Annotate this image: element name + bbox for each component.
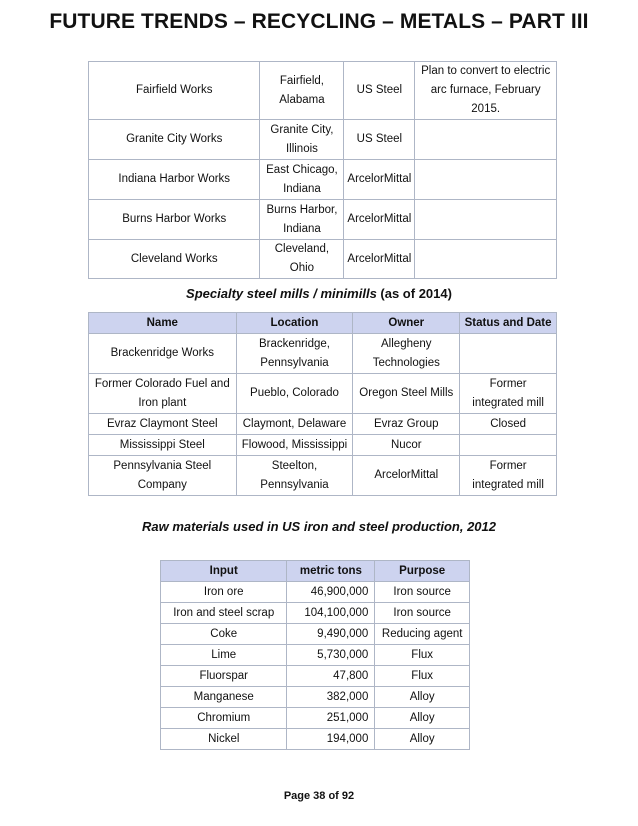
- mill-owner: Oregon Steel Mills: [353, 374, 460, 414]
- table-row: [89, 160, 557, 200]
- specialty-caption-italic: Specialty steel mills / minimills: [186, 286, 377, 301]
- material-tons: 382,000: [287, 687, 375, 708]
- table-row: [161, 666, 470, 687]
- table-row: [161, 582, 470, 603]
- mill-location: Fairfield, Alabama: [260, 62, 344, 120]
- material-tons: 46,900,000: [287, 582, 375, 603]
- material-tons: 251,000: [287, 708, 375, 729]
- mill-owner: Nucor: [353, 435, 460, 456]
- table-row: [161, 687, 470, 708]
- table-row: [89, 240, 557, 279]
- mill-status: [415, 160, 557, 200]
- integrated-mills-table: [88, 61, 557, 279]
- material-purpose: Alloy: [375, 708, 470, 729]
- mill-owner: Allegheny Technologies: [353, 334, 460, 374]
- table-row: [161, 729, 470, 750]
- column-header: Purpose: [375, 561, 470, 582]
- mill-location: Burns Harbor, Indiana: [260, 200, 344, 240]
- material-purpose: Flux: [375, 666, 470, 687]
- mill-status: [415, 120, 557, 160]
- material-input: Manganese: [161, 687, 287, 708]
- material-input: Nickel: [161, 729, 287, 750]
- mill-name: Burns Harbor Works: [89, 200, 260, 240]
- table-row: [161, 603, 470, 624]
- raw-materials-caption: [0, 519, 638, 534]
- mill-location: Cleveland, Ohio: [260, 240, 344, 279]
- column-header: Status and Date: [460, 313, 557, 334]
- material-input: Lime: [161, 645, 287, 666]
- material-purpose: Iron source: [375, 603, 470, 624]
- mill-location: Flowood, Mississippi: [236, 435, 353, 456]
- mill-name: Former Colorado Fuel and Iron plant: [89, 374, 237, 414]
- material-purpose: Alloy: [375, 729, 470, 750]
- specialty-mills-table: [88, 312, 557, 496]
- raw-materials-caption-text: Raw materials used in US iron and steel production, 2012: [142, 519, 496, 534]
- mill-status: [415, 240, 557, 279]
- table-row: [161, 708, 470, 729]
- mill-location: Granite City, Illinois: [260, 120, 344, 160]
- material-purpose: Iron source: [375, 582, 470, 603]
- column-header: metric tons: [287, 561, 375, 582]
- table-header-row: [161, 561, 470, 582]
- mill-location: Claymont, Delaware: [236, 414, 353, 435]
- mill-status: [460, 435, 557, 456]
- mill-owner: US Steel: [344, 62, 415, 120]
- table-row: [89, 456, 557, 496]
- mill-name: Brackenridge Works: [89, 334, 237, 374]
- mill-location: Steelton, Pennsylvania: [236, 456, 353, 496]
- column-header: Name: [89, 313, 237, 334]
- table-header-row: [89, 313, 557, 334]
- column-header: Location: [236, 313, 353, 334]
- material-input: Iron ore: [161, 582, 287, 603]
- specialty-caption-rest: (as of 2014): [376, 286, 452, 301]
- material-input: Chromium: [161, 708, 287, 729]
- material-tons: 47,800: [287, 666, 375, 687]
- mill-name: Indiana Harbor Works: [89, 160, 260, 200]
- table-row: [89, 200, 557, 240]
- mill-status: Former integrated mill: [460, 456, 557, 496]
- table-row: [89, 120, 557, 160]
- material-purpose: Alloy: [375, 687, 470, 708]
- mill-location: Pueblo, Colorado: [236, 374, 353, 414]
- mill-status: Former integrated mill: [460, 374, 557, 414]
- material-input: Iron and steel scrap: [161, 603, 287, 624]
- page-footer: Page 38 of 92: [283, 790, 355, 802]
- mill-status: [415, 200, 557, 240]
- table-row: [161, 624, 470, 645]
- table-row: [161, 645, 470, 666]
- material-tons: 194,000: [287, 729, 375, 750]
- mill-name: Fairfield Works: [89, 62, 260, 120]
- mill-name: Pennsylvania Steel Company: [89, 456, 237, 496]
- material-tons: 104,100,000: [287, 603, 375, 624]
- mill-owner: ArcelorMittal: [344, 160, 415, 200]
- column-header: Owner: [353, 313, 460, 334]
- mill-owner: Evraz Group: [353, 414, 460, 435]
- mill-name: Granite City Works: [89, 120, 260, 160]
- specialty-caption: [0, 286, 638, 301]
- material-input: Fluorspar: [161, 666, 287, 687]
- material-tons: 9,490,000: [287, 624, 375, 645]
- table-row: [89, 334, 557, 374]
- mill-status: Plan to convert to electric arc furnace, February 2015.: [415, 62, 557, 120]
- mill-location: Brackenridge, Pennsylvania: [236, 334, 353, 374]
- raw-materials-table: [160, 560, 470, 750]
- table-row: [89, 435, 557, 456]
- mill-status: [460, 334, 557, 374]
- column-header: Input: [161, 561, 287, 582]
- page-title: FUTURE TRENDS – RECYCLING – METALS – PART III: [49, 10, 589, 33]
- mill-owner: ArcelorMittal: [344, 240, 415, 279]
- mill-owner: US Steel: [344, 120, 415, 160]
- mill-owner: ArcelorMittal: [353, 456, 460, 496]
- mill-location: East Chicago, Indiana: [260, 160, 344, 200]
- material-input: Coke: [161, 624, 287, 645]
- mill-name: Evraz Claymont Steel: [89, 414, 237, 435]
- mill-name: Cleveland Works: [89, 240, 260, 279]
- mill-status: Closed: [460, 414, 557, 435]
- material-tons: 5,730,000: [287, 645, 375, 666]
- mill-name: Mississippi Steel: [89, 435, 237, 456]
- material-purpose: Reducing agent: [375, 624, 470, 645]
- table-row: [89, 62, 557, 120]
- mill-owner: ArcelorMittal: [344, 200, 415, 240]
- table-row: [89, 414, 557, 435]
- table-row: [89, 374, 557, 414]
- material-purpose: Flux: [375, 645, 470, 666]
